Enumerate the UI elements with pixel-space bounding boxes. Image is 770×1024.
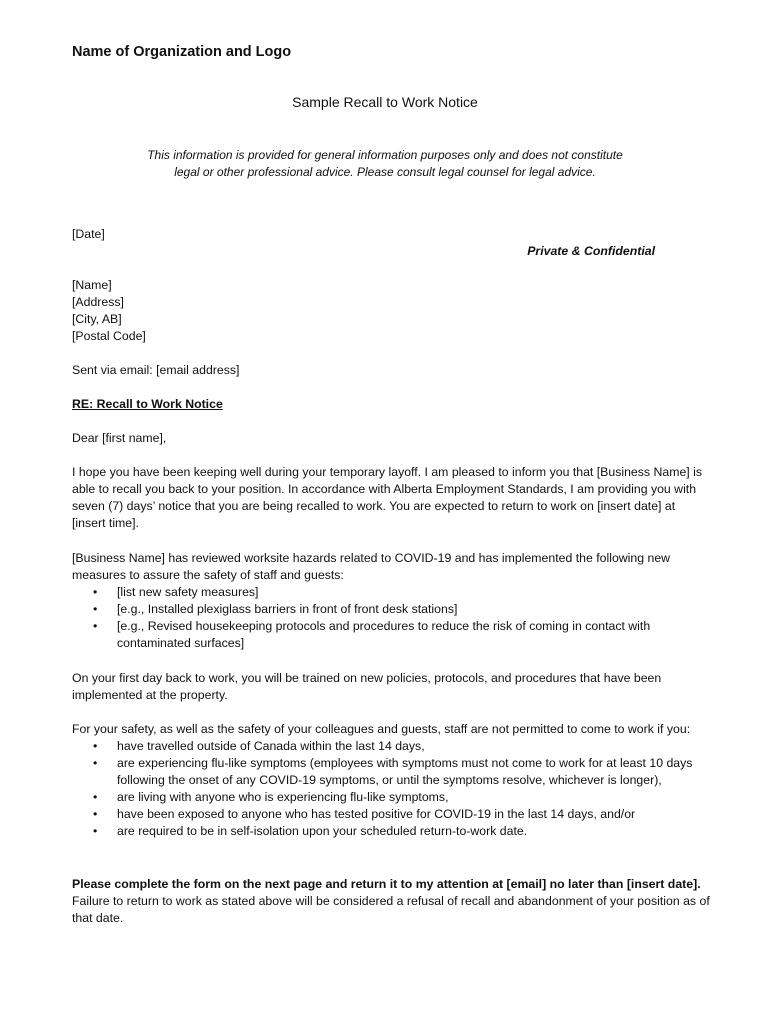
- subject-line: RE: Recall to Work Notice: [72, 397, 223, 411]
- closing-instruction: Please complete the form on the next page and return it to my attention at [email] no later than [insert date].: [72, 877, 701, 891]
- safety-measures-list: [72, 584, 710, 652]
- address-name: [Name]: [72, 278, 112, 292]
- disclaimer-line-2: legal or other professional advice. Please consult legal counsel for legal advice.: [174, 165, 596, 179]
- disclaimer: [110, 147, 660, 181]
- paragraph-closing: [72, 876, 710, 927]
- list-item: • have been exposed to anyone who has tested positive for COVID-19 in the last 14 days, and/or: [72, 806, 710, 823]
- list-item: • are living with anyone who is experiencing flu-like symptoms,: [72, 789, 710, 806]
- closing-warning: Failure to return to work as stated above will be considered a refusal of recall and abandonment of your position as of that date.: [72, 894, 710, 925]
- safety-measures-intro: [Business Name] has reviewed worksite hazards related to COVID-19 and has implemented the following new measures to assure the safety of staff and guests:: [72, 551, 671, 582]
- list-item: • [e.g., Installed plexiglass barriers in front of front desk stations]: [72, 601, 710, 618]
- restrictions-intro: For your safety, as well as the safety of your colleagues and guests, staff are not permitted to come to work if you:: [72, 722, 691, 736]
- paragraph-restrictions: [72, 721, 710, 840]
- sent-via-email: Sent via email: [email address]: [72, 363, 240, 377]
- list-item: • are experiencing flu-like symptoms (employees with symptoms must not come to work for at least 10 days following the onset of any COVID-19 symptoms, or until the symptoms resolve, whichever is longer),: [72, 755, 710, 789]
- letter-date: [Date]: [72, 227, 105, 241]
- disclaimer-line-1: This information is provided for general information purposes only and does not constitute: [147, 148, 623, 162]
- salutation: Dear [first name],: [72, 431, 167, 445]
- recipient-address: [72, 277, 710, 345]
- address-street: [Address]: [72, 295, 124, 309]
- paragraph-training: On your first day back to work, you will be trained on new policies, protocols, and procedures that have been implemented at the property.: [72, 671, 662, 702]
- list-item: • [e.g., Revised housekeeping protocols and procedures to reduce the risk of coming in contact with contaminated surfaces]: [72, 618, 710, 652]
- restrictions-list: [72, 738, 710, 840]
- organization-name: Name of Organization and Logo: [72, 44, 292, 60]
- list-item: • [list new safety measures]: [72, 584, 710, 601]
- paragraph-safety-measures: [72, 550, 710, 652]
- list-item: • are required to be in self-isolation upon your scheduled return-to-work date.: [72, 823, 710, 840]
- address-city: [City, AB]: [72, 312, 122, 326]
- list-item: • have travelled outside of Canada within the last 14 days,: [72, 738, 710, 755]
- document-title: Sample Recall to Work Notice: [292, 94, 478, 110]
- address-postal-code: [Postal Code]: [72, 329, 146, 343]
- confidential-label: Private & Confidential: [527, 244, 655, 258]
- paragraph-recall: I hope you have been keeping well during your temporary layoff. I am pleased to inform you that [Business Name] is able to recall you back to your position. In accordance with Alberta Employment Standards, I am providing you with seven (7) days’ notice that you are being recalled to work. You are expected to return to work on [insert date] at [insert time].: [72, 465, 702, 530]
